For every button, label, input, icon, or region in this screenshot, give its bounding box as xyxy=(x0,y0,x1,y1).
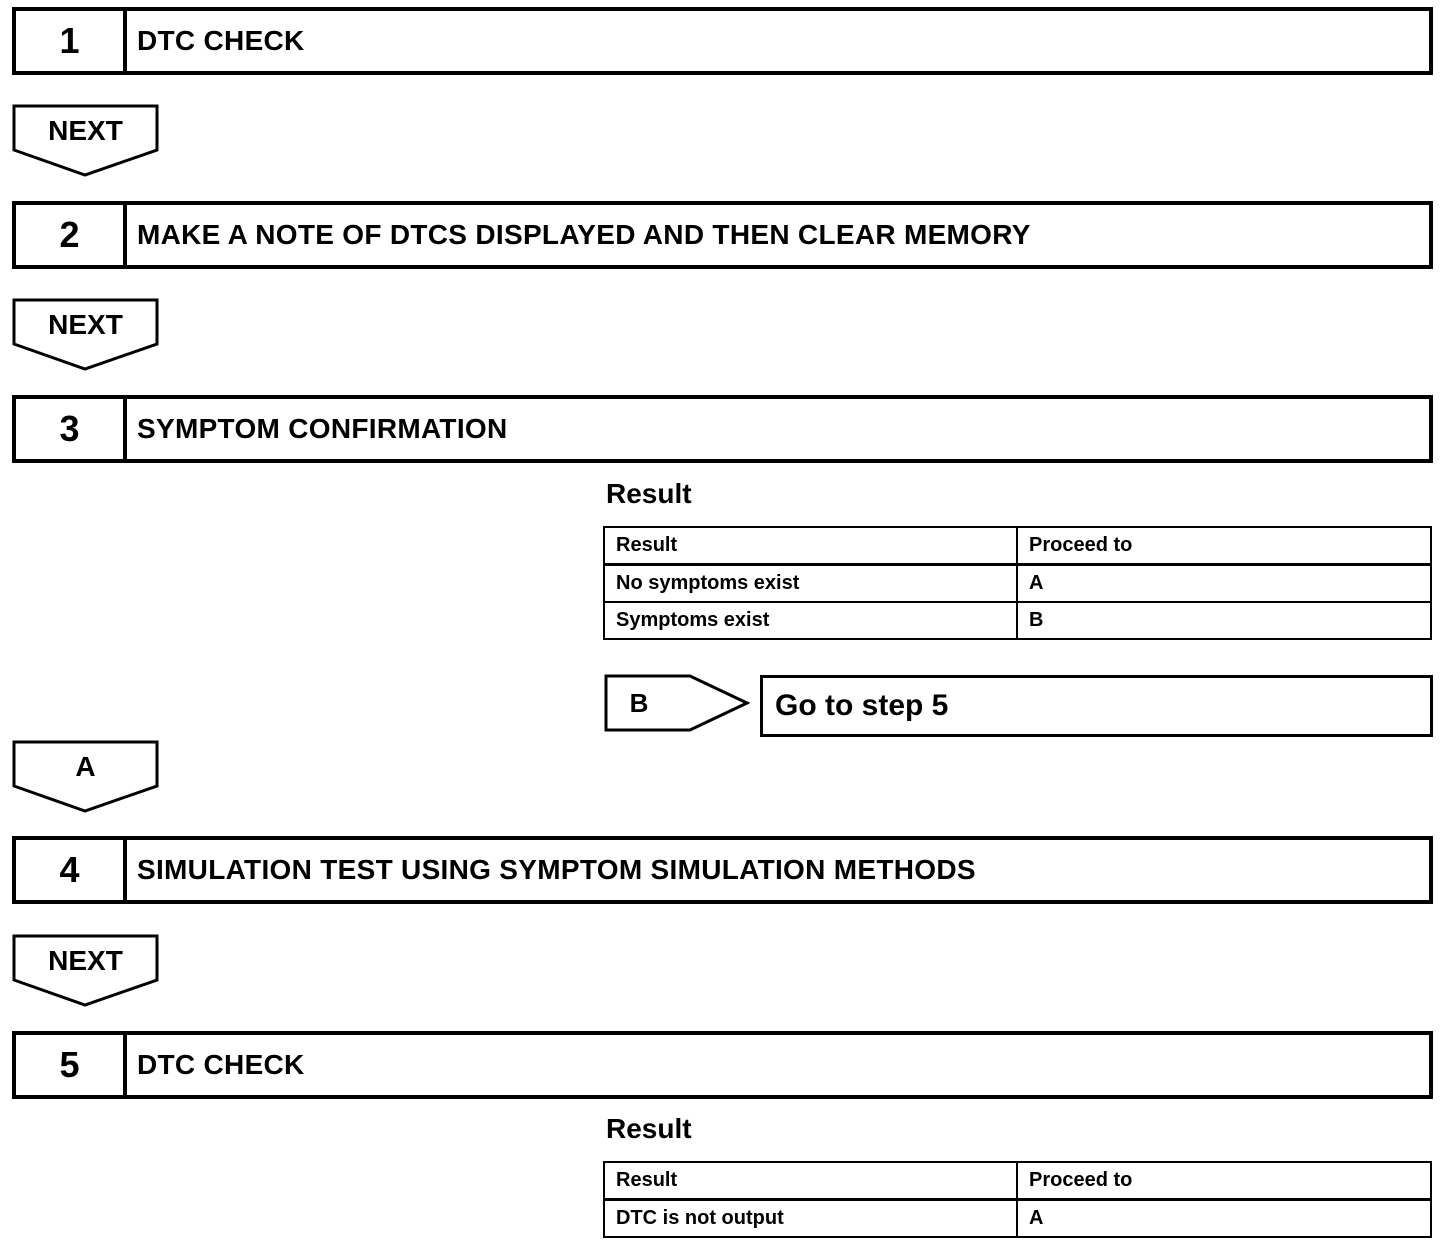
arrow-label: NEXT xyxy=(48,309,123,340)
step-2-box xyxy=(12,201,1433,269)
table-header: Result xyxy=(604,1162,1017,1200)
table-header-row xyxy=(604,527,1431,565)
table-cell: DTC is not output xyxy=(604,1200,1017,1238)
step-3-box xyxy=(12,395,1433,463)
table-cell: No symptoms exist xyxy=(604,565,1017,603)
arrow-label: NEXT xyxy=(48,945,123,976)
table-header-row xyxy=(604,1162,1431,1200)
arrow-label: A xyxy=(75,751,96,782)
result-heading: Result xyxy=(606,1113,692,1144)
next-arrow xyxy=(12,104,159,178)
step-4-box xyxy=(12,836,1433,904)
branch-a-arrow xyxy=(12,740,159,814)
step-5-box xyxy=(12,1031,1433,1099)
table-header: Result xyxy=(604,527,1017,565)
table-row xyxy=(604,1200,1431,1238)
table-cell: A xyxy=(1017,565,1431,603)
arrow-label: NEXT xyxy=(48,115,123,146)
table-row xyxy=(604,602,1431,639)
step-1-box xyxy=(12,7,1433,75)
arrow-label: B xyxy=(629,687,649,718)
next-arrow xyxy=(12,298,159,372)
table-row xyxy=(604,565,1431,603)
result-table xyxy=(603,1161,1432,1238)
step-title: SIMULATION TEST USING SYMPTOM SIMULATION METHODS xyxy=(137,854,976,885)
result-heading: Result xyxy=(606,478,692,509)
next-arrow xyxy=(12,934,159,1008)
table-header: Proceed to xyxy=(1017,1162,1431,1200)
table-cell: B xyxy=(1017,602,1431,639)
step-title: SYMPTOM CONFIRMATION xyxy=(137,413,508,444)
step-number: 1 xyxy=(16,11,127,71)
result-table xyxy=(603,526,1432,640)
step-number: 3 xyxy=(16,399,127,459)
step-title: DTC CHECK xyxy=(137,1049,305,1080)
table-cell: Symptoms exist xyxy=(604,602,1017,639)
step-number: 2 xyxy=(16,205,127,265)
goto-step-box: Go to step 5 xyxy=(760,675,1433,737)
step-title: MAKE A NOTE OF DTCS DISPLAYED AND THEN CLEAR MEMORY xyxy=(137,219,1031,250)
table-header: Proceed to xyxy=(1017,527,1431,565)
step-number: 4 xyxy=(16,840,127,900)
branch-b-arrow xyxy=(604,674,750,732)
step-title: DTC CHECK xyxy=(137,25,305,56)
step-number: 5 xyxy=(16,1035,127,1095)
table-cell: A xyxy=(1017,1200,1431,1238)
